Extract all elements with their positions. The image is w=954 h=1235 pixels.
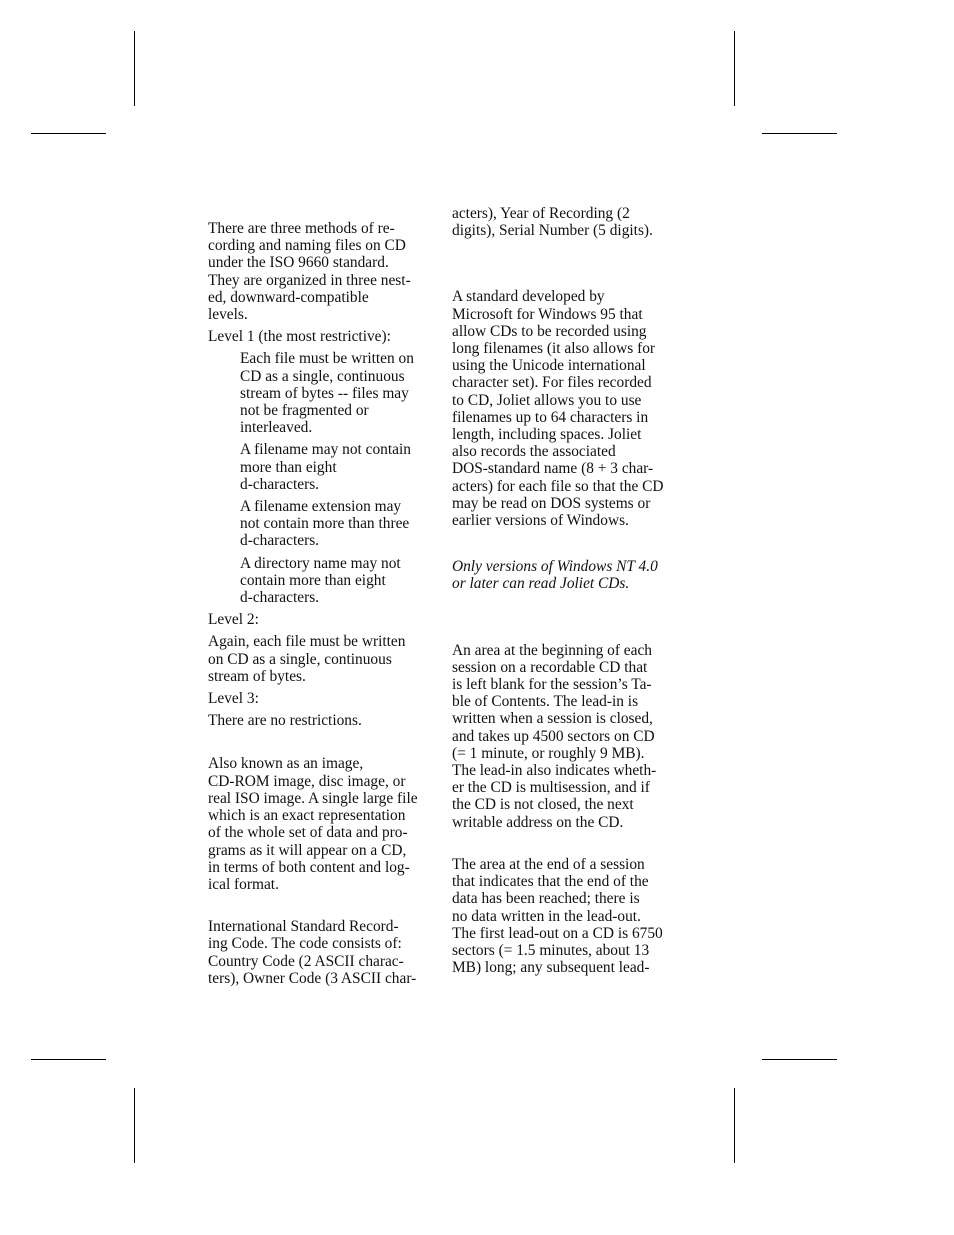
crop-mark-bottom-right-horizontal	[762, 1059, 837, 1060]
crop-mark-top-left-horizontal	[31, 133, 106, 134]
level1-rule: A directory name may not contain more than eight d-characters.	[240, 554, 401, 607]
isrc-definition: International Standard Record- ing Code. The code consists of: Country Code (2 ASCII charac- ters), Owner Code (3 ASCII char-	[208, 918, 417, 987]
crop-mark-top-right-horizontal	[762, 133, 837, 134]
crop-mark-bottom-left-horizontal	[31, 1059, 106, 1060]
crop-mark-bottom-right-vertical	[734, 1088, 735, 1163]
iso9660-intro: There are three methods of re- cording and naming files on CD under the ISO 9660 standard. They are organized in three nest- ed, downward-compatible levels.	[208, 220, 411, 324]
level2-heading: Level 2:	[208, 611, 259, 629]
level2-text: Again, each file must be written on CD as a single, continuous stream of bytes.	[208, 633, 406, 685]
isrc-continued: acters), Year of Recording (2 digits), Serial Number (5 digits).	[452, 205, 653, 240]
crop-mark-bottom-left-vertical	[134, 1088, 135, 1163]
image-definition: Also known as an image, CD-ROM image, disc image, or real ISO image. A single large file which is an exact representation of the whole set of data and pro- grams as it will appear on a CD, in terms of both content and log- ical format.	[208, 755, 418, 893]
level1-heading: Level 1 (the most restrictive):	[208, 328, 391, 346]
right-column	[452, 205, 682, 976]
crop-mark-top-right-vertical	[734, 31, 735, 106]
lead-in-definition: An area at the beginning of each session on a recordable CD that is left blank for the session’s Ta- ble of Contents. The lead-in is written when a session is closed, and takes up 4500 sectors on CD (= 1 minute, or roughly 9 MB). The lead-in also indicates wheth- er the CD is multisession, and if the CD is not closed, the next writable address on the CD.	[452, 641, 657, 831]
level1-rule: A filename may not contain more than eight d-characters.	[240, 441, 411, 493]
joliet-definition: A standard developed by Microsoft for Windows 95 that allow CDs to be recorded using long filenames (it also allows for using the Unicode international character set). For files recorded to CD, Joliet allows you to use filenames up to 64 characters in length, including spaces. Joliet also records the associated DOS-standard name (8 + 3 char- acters) for each file so that the CD may be read on DOS systems or earlier versions of Windows.	[452, 288, 664, 530]
level3-heading: Level 3:	[208, 690, 259, 708]
level1-rule: A filename extension may not contain more than three d-characters.	[240, 498, 410, 550]
lead-out-definition: The area at the end of a session that indicates that the end of the data has been reached; there is no data written in the lead-out. The first lead-out on a CD is 6750 sectors (= 1.5 minutes, about 13 MB) long; any subsequent lead-	[452, 855, 663, 977]
level1-rule: Each file must be written on CD as a single, continuous stream of bytes -- files may not be fragmented or interleaved.	[240, 350, 414, 437]
crop-mark-top-left-vertical	[134, 31, 135, 106]
left-column	[208, 220, 438, 987]
level3-text: There are no restrictions.	[208, 712, 362, 730]
joliet-note: Only versions of Windows NT 4.0 or later can read Joliet CDs.	[452, 558, 658, 593]
